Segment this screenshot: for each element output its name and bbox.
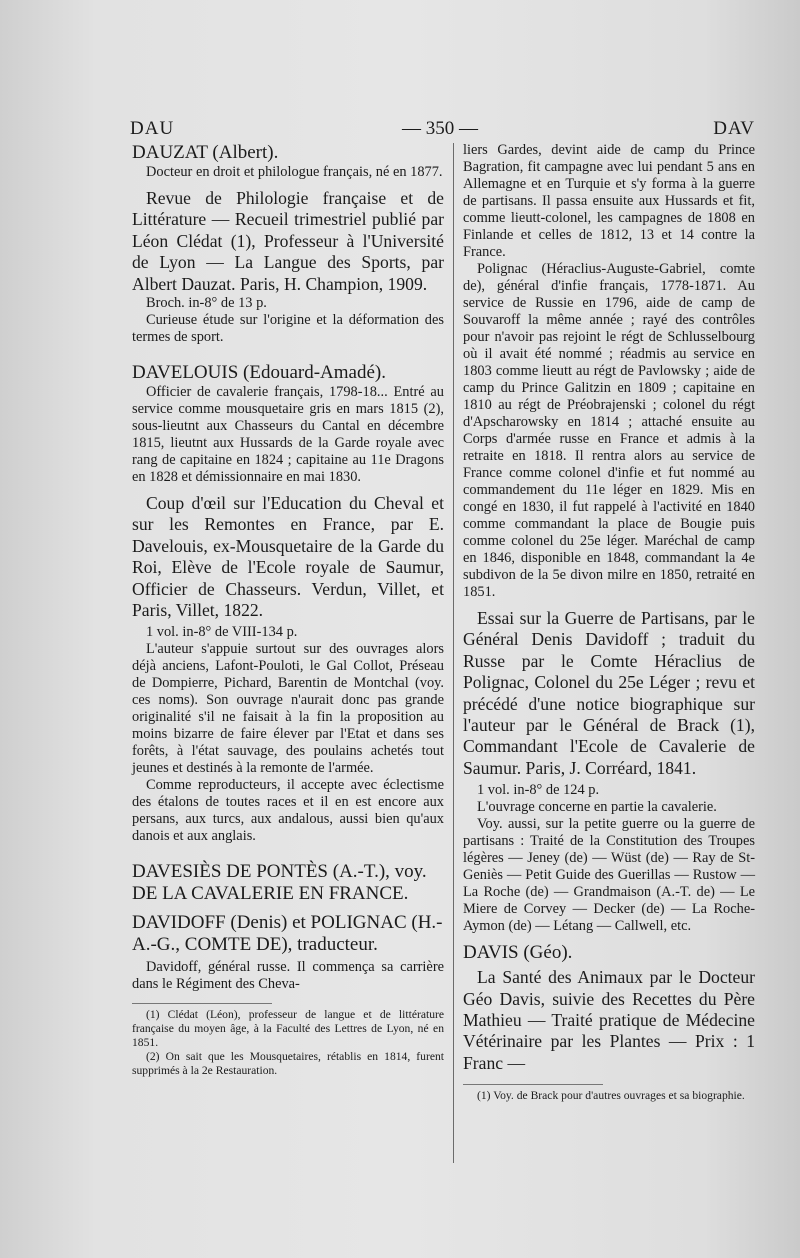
header-left-guide-word: DAU — [130, 118, 175, 139]
entry-format-davelouis: 1 vol. in-8° de VIII-134 p. — [146, 624, 298, 641]
right-column — [463, 142, 755, 1103]
entry-bio-dauzat: Docteur en droit et philologue français, né en 1877. — [146, 164, 443, 180]
entry-format-dauzat: Broch. in-8° de 13 p. — [146, 295, 267, 312]
entry-heading-davis: DAVIS (Géo). — [463, 942, 573, 964]
entry-note-davidoff-1: L'ouvrage concerne en partie la cavalerie. — [477, 799, 717, 816]
entry-heading-davelouis: DAVELOUIS (Edouard-Amadé). — [132, 362, 386, 384]
entry-note-davelouis-2: Comme reproducteurs, il accepte avec éclectisme des étalons de toutes races et il en est encore aux persans, aux turcs, aux andalous, aussi bien qu'aux danois et aux anglais. — [132, 777, 444, 845]
page-number: — 350 — — [402, 118, 478, 139]
entry-title-davis: La Santé des Animaux par le Docteur Géo Davis, suivie des Recettes du Père Mathieu — Traité pratique de Médecine Vétérinaire par les Plantes — Prix : 1 Franc — — [463, 967, 755, 1073]
footnote-rule-right — [463, 1084, 603, 1085]
entry-heading-dauzat: DAUZAT (Albert). — [132, 142, 279, 163]
entry-heading-davesies: DAVESIÈS DE PONTÈS (A.-T.), voy. DE LA CAVALERIE EN FRANCE. — [132, 861, 427, 905]
entry-note-davelouis-1: L'auteur s'appuie surtout sur des ouvrages alors déjà anciens, Lafont-Pouloti, le Gal Collot, Préseau de Dompierre, Pichard, Barentin de Montchal (voy. ces noms). Son ouvrage n'aurait donc pas grande originalité s'il ne faisait à la fin la proposition au moins bizarre de faire élever par l'Etat et dans ses forêts, à l'état sauvage, des poulains achetés tout jeunes et destinés à la remonte de l'armée. — [132, 641, 444, 777]
footnote-rule — [132, 1003, 272, 1004]
entry-note-davidoff-2: Voy. aussi, sur la petite guerre ou la guerre de partisans : Traité de la Constitution des Troupes légères — Jeney (de) — Wüst (de) — Ray de St-Geniès — Petit Guide des Guerillas — Rustow — La Roche (de) — Grandmaison (A.-T. de) — Le Miere de Corvey — Decker (de) — La Roche-Aymon (de) — Létang — Callwell, etc. — [463, 816, 755, 935]
footnote-2: (2) On sait que les Mousquetaires, rétablis en 1814, furent supprimés à la 2e Restauration. — [132, 1050, 444, 1078]
column-divider — [453, 143, 454, 1163]
entry-heading-davidoff: DAVIDOFF (Denis) et POLIGNAC (H.-A.-G., COMTE DE), traducteur. — [132, 912, 443, 956]
entry-title-davidoff: Essai sur la Guerre de Partisans, par le Général Denis Davidoff ; traduit du Russe par le Comte Héraclius de Polignac, Colonel du 25e Léger ; revu et précédé d'une notice biographique sur l'auteur par le Général de Brack (1), Commandant l'Ecole de Cavalerie de Saumur. Paris, J. Corréard, 1841. — [463, 608, 755, 778]
running-header — [130, 118, 755, 144]
entry-bio-polignac: Polignac (Héraclius-Auguste-Gabriel, comte de), général d'infie français, 1778-1871. Au service de Russie en 1796, aide de camp de Souvaroff la même année ; rayé des contrôles pour n'avoir pas rejoint le régt de Schlusselbourg où il avait été nommé ; réadmis au service en 1803 comme lieutt au régt de Pavlowsky ; aide de camp du Prince Galitzin en 1809 ; capitaine en 1810 au régt de Préobrajenski ; colonel du régt d'Apscharowsky en 1814 ; attaché ensuite au Corps d'armée russe en France et admis à la retraite en 1818. Il rentra alors au service de France comme colonel d'infie et fut nommé au commandement du 11e léger en 1829. Mis en congé en 1830, il fut rappelé à l'activité en 1840 comme commandant la place de Bougie puis comme colonel du 25e léger. Maréchal de camp en 1846, disponible en 1848, commandant la 4e subdivon de la 5e divon milre en 1850, retraité en 1851. — [463, 261, 755, 600]
entry-format-davidoff: 1 vol. in-8° de 124 p. — [477, 782, 600, 799]
header-right-guide-word: DAV — [713, 118, 755, 139]
footnote-right-1: (1) Voy. de Brack pour d'autres ouvrages et sa biographie. — [477, 1089, 745, 1103]
entry-title-davelouis: Coup d'œil sur l'Education du Cheval et sur les Remontes en France, par E. Davelouis, ex-Mousquetaire de la Garde du Roi, Elève de l'Ecole royale de Saumur, Officier de Chasseurs. Verdun, Villet, et Paris, Villet, 1822. — [132, 493, 444, 621]
footnote-1: (1) Clédat (Léon), professeur de langue et de littérature française du moyen âge, à la Faculté des Lettres de Lyon, né en 1851. — [132, 1008, 444, 1050]
entry-title-dauzat: Revue de Philologie française et de Littérature — Recueil trimestriel publié par Léon Clédat (1), Professeur à l'Université de Lyon — La Langue des Sports, par Albert Dauzat. Paris, H. Champion, 1909. — [132, 188, 444, 294]
left-column — [132, 142, 444, 1078]
entry-bio-davidoff: Davidoff, général russe. Il commença sa carrière dans le Régiment des Cheva- — [132, 959, 444, 993]
entry-bio-davelouis: Officier de cavalerie français, 1798-18... Entré au service comme mousquetaire gris en mars 1815 (2), sous-lieutnt aux Chasseurs du Cantal en décembre 1815, lieutnt aux Hussards de la Garde royale avec rang de capitaine en 1824 ; capitaine au 11e Dragons en 1828 et démissionnaire en mai 1830. — [132, 384, 444, 486]
entry-bio-davidoff-continued: liers Gardes, devint aide de camp du Prince Bagration, fit campagne avec lui pendant 5 ans en Allemagne et en Turquie et s'y forma à la guerre de partisans. Il passa ensuite aux Hussards et fit, comme lieutt-colonel, les campagnes de 1808 en Finlande et celles de 1812, 13 et 14 contre la France. — [463, 142, 755, 260]
entry-note-dauzat: Curieuse étude sur l'origine et la déformation des termes de sport. — [132, 312, 444, 346]
